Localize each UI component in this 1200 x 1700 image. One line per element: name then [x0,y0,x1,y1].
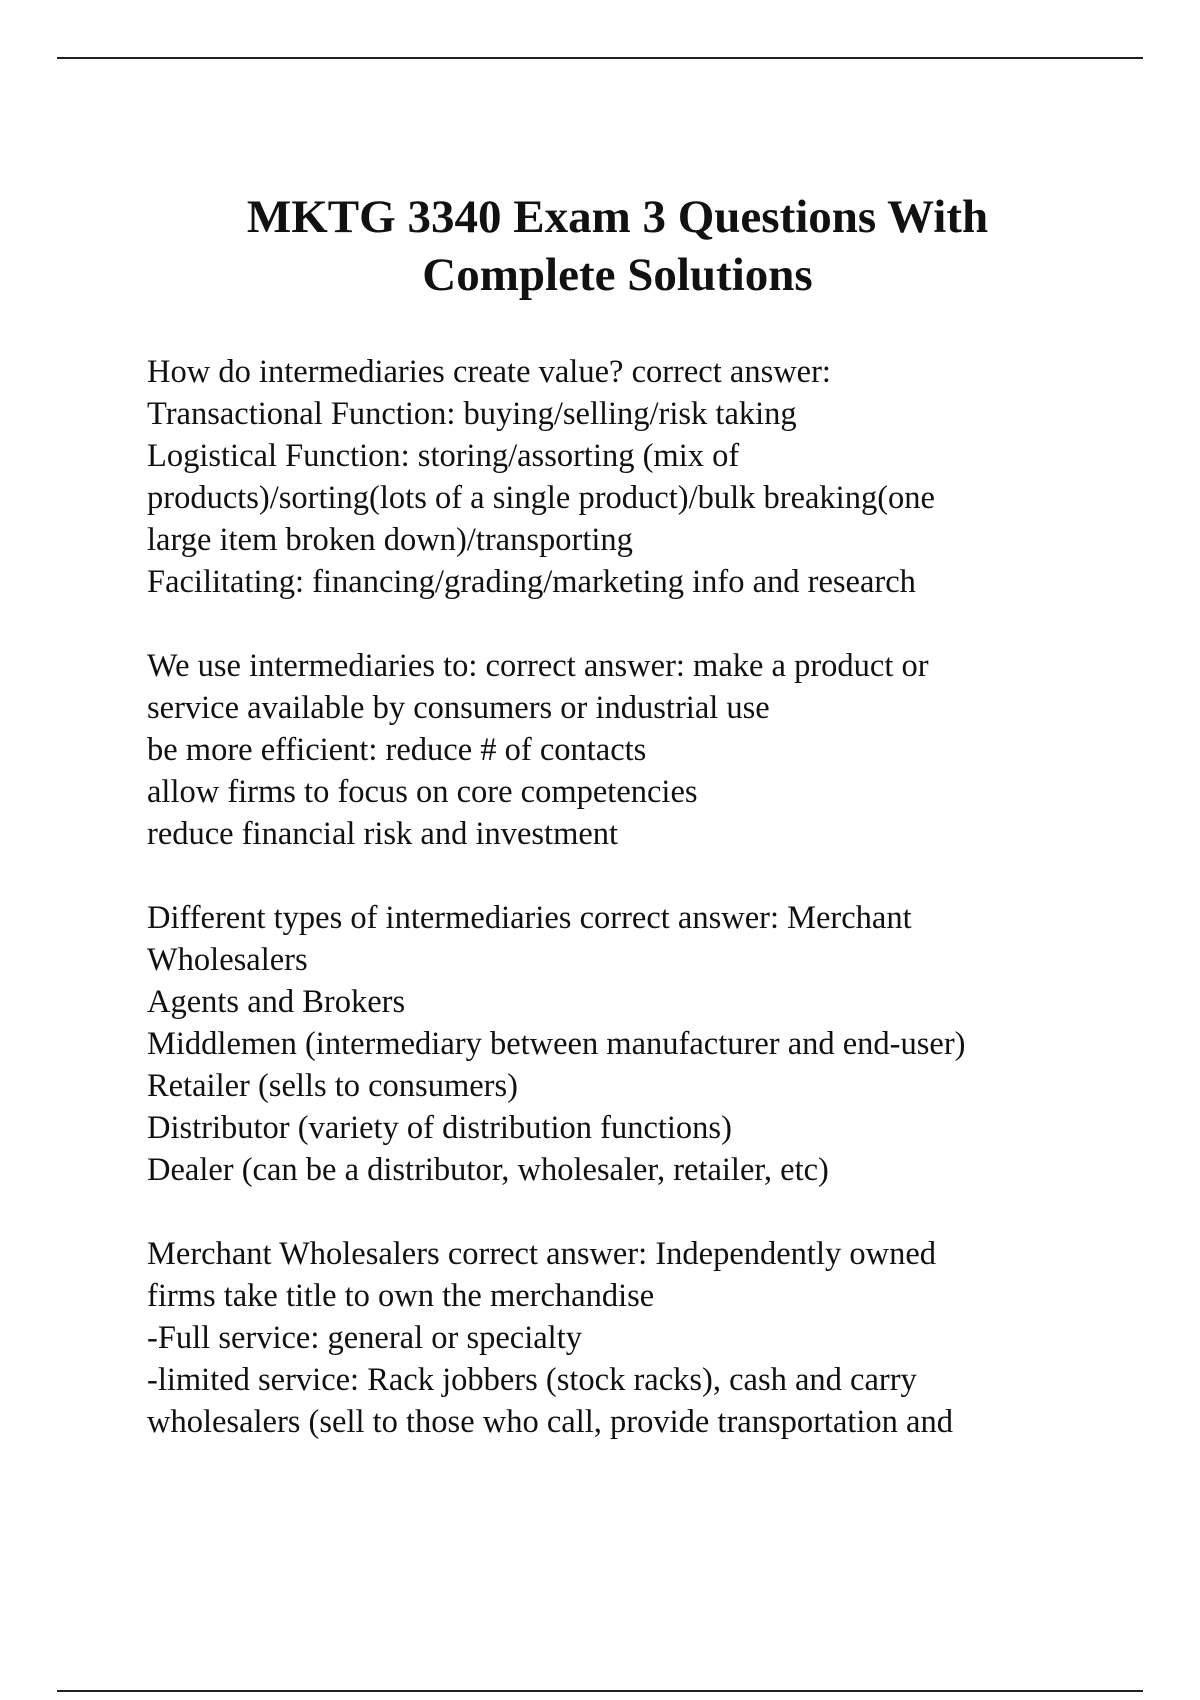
text-line: Wholesalers [147,942,308,978]
text-line: We use intermediaries to: correct answer: make a product or [147,648,929,684]
qa-block [147,1233,1157,1443]
text-line: -Full service: general or specialty [147,1320,582,1356]
text-line: Logistical Function: storing/assorting (mix of [147,438,740,474]
text-line: products)/sorting(lots of a single product)/bulk breaking(one [147,480,935,516]
text-line: -limited service: Rack jobbers (stock racks), cash and carry [147,1362,917,1398]
text-line: Merchant Wholesalers correct answer: Independently owned [147,1236,937,1272]
text-line: be more efficient: reduce # of contacts [147,732,647,768]
page-title [60,188,1175,304]
document-body [147,351,1157,1485]
title-line: MKTG 3340 Exam 3 Questions With [246,191,989,243]
text-line: Facilitating: financing/grading/marketing info and research [147,564,916,600]
text-line: Middlemen (intermediary between manufacturer and end-user) [147,1026,966,1062]
text-line: service available by consumers or industrial use [147,690,770,726]
qa-block [147,897,1157,1191]
text-line: Transactional Function: buying/selling/risk taking [147,396,797,432]
text-line: wholesalers (sell to those who call, provide transportation and [147,1404,953,1440]
title-line: Complete Solutions [422,249,813,301]
text-line: reduce financial risk and investment [147,816,619,852]
text-line: allow firms to focus on core competencies [147,774,698,810]
text-line: Retailer (sells to consumers) [147,1068,518,1104]
qa-block [147,645,1157,855]
text-line: How do intermediaries create value? correct answer: [147,354,831,390]
text-line: Agents and Brokers [147,984,406,1020]
text-line: Different types of intermediaries correct answer: Merchant [147,900,912,936]
qa-block [147,351,1157,603]
text-line: Distributor (variety of distribution functions) [147,1110,732,1146]
text-line: large item broken down)/transporting [147,522,633,558]
top-rule [57,57,1143,59]
text-line: firms take title to own the merchandise [147,1278,655,1314]
text-line: Dealer (can be a distributor, wholesaler, retailer, etc) [147,1152,829,1188]
bottom-rule [57,1690,1143,1692]
